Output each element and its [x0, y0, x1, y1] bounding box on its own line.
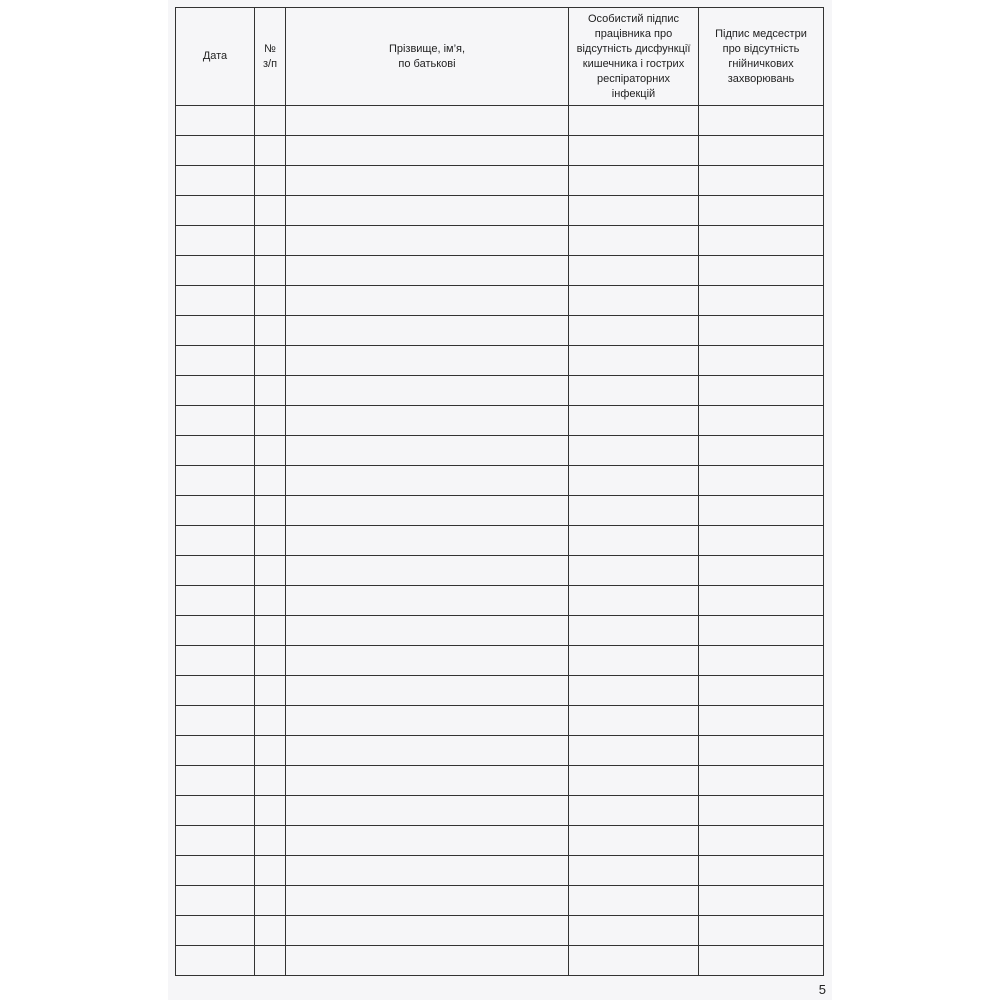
table-row	[176, 406, 824, 436]
table-row	[176, 106, 824, 136]
cell-nurse-signature	[699, 526, 824, 556]
cell-nurse-signature	[699, 286, 824, 316]
cell-number	[255, 766, 286, 796]
cell-full-name	[286, 166, 569, 196]
cell-worker-signature	[569, 826, 699, 856]
cell-nurse-signature	[699, 856, 824, 886]
cell-full-name	[286, 616, 569, 646]
cell-full-name	[286, 676, 569, 706]
cell-worker-signature	[569, 496, 699, 526]
table-row	[176, 646, 824, 676]
cell-worker-signature	[569, 436, 699, 466]
table-row	[176, 766, 824, 796]
cell-worker-signature	[569, 796, 699, 826]
cell-worker-signature	[569, 466, 699, 496]
cell-date	[176, 676, 255, 706]
cell-date	[176, 346, 255, 376]
cell-full-name	[286, 376, 569, 406]
table-row	[176, 226, 824, 256]
journal-table	[175, 7, 824, 976]
cell-worker-signature	[569, 886, 699, 916]
table-row	[176, 256, 824, 286]
cell-full-name	[286, 286, 569, 316]
cell-worker-signature	[569, 376, 699, 406]
cell-number	[255, 256, 286, 286]
table-row	[176, 136, 824, 166]
cell-nurse-signature	[699, 766, 824, 796]
cell-date	[176, 736, 255, 766]
cell-date	[176, 856, 255, 886]
cell-date	[176, 556, 255, 586]
cell-date	[176, 796, 255, 826]
cell-date	[176, 826, 255, 856]
table-header-row	[176, 8, 824, 106]
cell-date	[176, 586, 255, 616]
cell-date	[176, 526, 255, 556]
table-row	[176, 676, 824, 706]
cell-nurse-signature	[699, 466, 824, 496]
cell-full-name	[286, 346, 569, 376]
cell-number	[255, 346, 286, 376]
table-row	[176, 706, 824, 736]
cell-date	[176, 226, 255, 256]
cell-worker-signature	[569, 586, 699, 616]
table-body	[176, 106, 824, 976]
cell-date	[176, 436, 255, 466]
column-header-date: Дата	[176, 8, 255, 106]
cell-full-name	[286, 556, 569, 586]
cell-nurse-signature	[699, 256, 824, 286]
cell-number	[255, 496, 286, 526]
cell-nurse-signature	[699, 556, 824, 586]
cell-number	[255, 376, 286, 406]
cell-number	[255, 736, 286, 766]
cell-date	[176, 286, 255, 316]
cell-number	[255, 586, 286, 616]
cell-worker-signature	[569, 226, 699, 256]
cell-full-name	[286, 736, 569, 766]
cell-worker-signature	[569, 646, 699, 676]
cell-full-name	[286, 406, 569, 436]
cell-worker-signature	[569, 526, 699, 556]
cell-number	[255, 436, 286, 466]
cell-worker-signature	[569, 766, 699, 796]
cell-number	[255, 796, 286, 826]
cell-full-name	[286, 106, 569, 136]
cell-nurse-signature	[699, 346, 824, 376]
cell-worker-signature	[569, 946, 699, 976]
cell-nurse-signature	[699, 226, 824, 256]
cell-number	[255, 676, 286, 706]
table-row	[176, 556, 824, 586]
cell-nurse-signature	[699, 196, 824, 226]
cell-date	[176, 886, 255, 916]
cell-full-name	[286, 646, 569, 676]
cell-nurse-signature	[699, 136, 824, 166]
cell-number	[255, 706, 286, 736]
table-row	[176, 496, 824, 526]
cell-worker-signature	[569, 556, 699, 586]
table-row	[176, 586, 824, 616]
column-header-number: № з/п	[255, 8, 286, 106]
cell-number	[255, 916, 286, 946]
cell-number	[255, 136, 286, 166]
cell-nurse-signature	[699, 436, 824, 466]
cell-worker-signature	[569, 286, 699, 316]
cell-full-name	[286, 826, 569, 856]
cell-number	[255, 886, 286, 916]
cell-date	[176, 766, 255, 796]
cell-date	[176, 916, 255, 946]
cell-number	[255, 226, 286, 256]
cell-date	[176, 946, 255, 976]
cell-full-name	[286, 586, 569, 616]
table-row	[176, 376, 824, 406]
cell-nurse-signature	[699, 826, 824, 856]
table-row	[176, 316, 824, 346]
cell-date	[176, 646, 255, 676]
cell-full-name	[286, 136, 569, 166]
page-number: 5	[818, 982, 826, 997]
cell-date	[176, 316, 255, 346]
cell-number	[255, 526, 286, 556]
cell-full-name	[286, 856, 569, 886]
cell-full-name	[286, 916, 569, 946]
cell-worker-signature	[569, 136, 699, 166]
cell-worker-signature	[569, 676, 699, 706]
table-row	[176, 166, 824, 196]
cell-worker-signature	[569, 196, 699, 226]
cell-number	[255, 466, 286, 496]
table-row	[176, 196, 824, 226]
cell-worker-signature	[569, 256, 699, 286]
cell-nurse-signature	[699, 916, 824, 946]
cell-worker-signature	[569, 736, 699, 766]
cell-date	[176, 166, 255, 196]
cell-date	[176, 376, 255, 406]
cell-date	[176, 106, 255, 136]
cell-full-name	[286, 466, 569, 496]
cell-date	[176, 196, 255, 226]
cell-nurse-signature	[699, 796, 824, 826]
table-row	[176, 856, 824, 886]
cell-worker-signature	[569, 856, 699, 886]
cell-number	[255, 826, 286, 856]
table-row	[176, 436, 824, 466]
table-row	[176, 286, 824, 316]
table-row	[176, 826, 824, 856]
cell-worker-signature	[569, 616, 699, 646]
cell-worker-signature	[569, 916, 699, 946]
cell-number	[255, 316, 286, 346]
cell-nurse-signature	[699, 106, 824, 136]
table-row	[176, 616, 824, 646]
table-row	[176, 346, 824, 376]
cell-worker-signature	[569, 346, 699, 376]
cell-nurse-signature	[699, 166, 824, 196]
cell-nurse-signature	[699, 616, 824, 646]
cell-nurse-signature	[699, 706, 824, 736]
cell-number	[255, 106, 286, 136]
cell-nurse-signature	[699, 676, 824, 706]
table-row	[176, 886, 824, 916]
cell-worker-signature	[569, 406, 699, 436]
cell-worker-signature	[569, 706, 699, 736]
cell-number	[255, 166, 286, 196]
cell-worker-signature	[569, 166, 699, 196]
cell-number	[255, 556, 286, 586]
cell-full-name	[286, 496, 569, 526]
cell-nurse-signature	[699, 496, 824, 526]
cell-nurse-signature	[699, 406, 824, 436]
cell-number	[255, 196, 286, 226]
cell-nurse-signature	[699, 376, 824, 406]
cell-nurse-signature	[699, 646, 824, 676]
cell-full-name	[286, 436, 569, 466]
cell-date	[176, 496, 255, 526]
cell-nurse-signature	[699, 736, 824, 766]
table-row	[176, 736, 824, 766]
cell-full-name	[286, 706, 569, 736]
cell-worker-signature	[569, 106, 699, 136]
cell-nurse-signature	[699, 946, 824, 976]
cell-full-name	[286, 796, 569, 826]
cell-worker-signature	[569, 316, 699, 346]
cell-full-name	[286, 886, 569, 916]
cell-date	[176, 466, 255, 496]
table-row	[176, 526, 824, 556]
cell-date	[176, 136, 255, 166]
cell-nurse-signature	[699, 586, 824, 616]
cell-full-name	[286, 256, 569, 286]
column-header-worker-signature: Особистий підпис працівника про відсутність дисфункції кишечника і гострих респіраторних інфекцій	[569, 8, 699, 106]
cell-number	[255, 286, 286, 316]
table-row	[176, 946, 824, 976]
cell-nurse-signature	[699, 886, 824, 916]
column-header-full-name: Прізвище, ім’я, по батькові	[286, 8, 569, 106]
table-row	[176, 796, 824, 826]
cell-full-name	[286, 526, 569, 556]
cell-full-name	[286, 946, 569, 976]
table-row	[176, 916, 824, 946]
cell-full-name	[286, 196, 569, 226]
cell-full-name	[286, 226, 569, 256]
cell-number	[255, 946, 286, 976]
column-header-nurse-signature: Підпис медсестри про відсутність гнійничкових захворювань	[699, 8, 824, 106]
cell-full-name	[286, 766, 569, 796]
cell-date	[176, 616, 255, 646]
table-row	[176, 466, 824, 496]
cell-number	[255, 856, 286, 886]
cell-date	[176, 256, 255, 286]
cell-date	[176, 706, 255, 736]
cell-date	[176, 406, 255, 436]
cell-number	[255, 646, 286, 676]
cell-full-name	[286, 316, 569, 346]
cell-nurse-signature	[699, 316, 824, 346]
cell-number	[255, 616, 286, 646]
cell-number	[255, 406, 286, 436]
